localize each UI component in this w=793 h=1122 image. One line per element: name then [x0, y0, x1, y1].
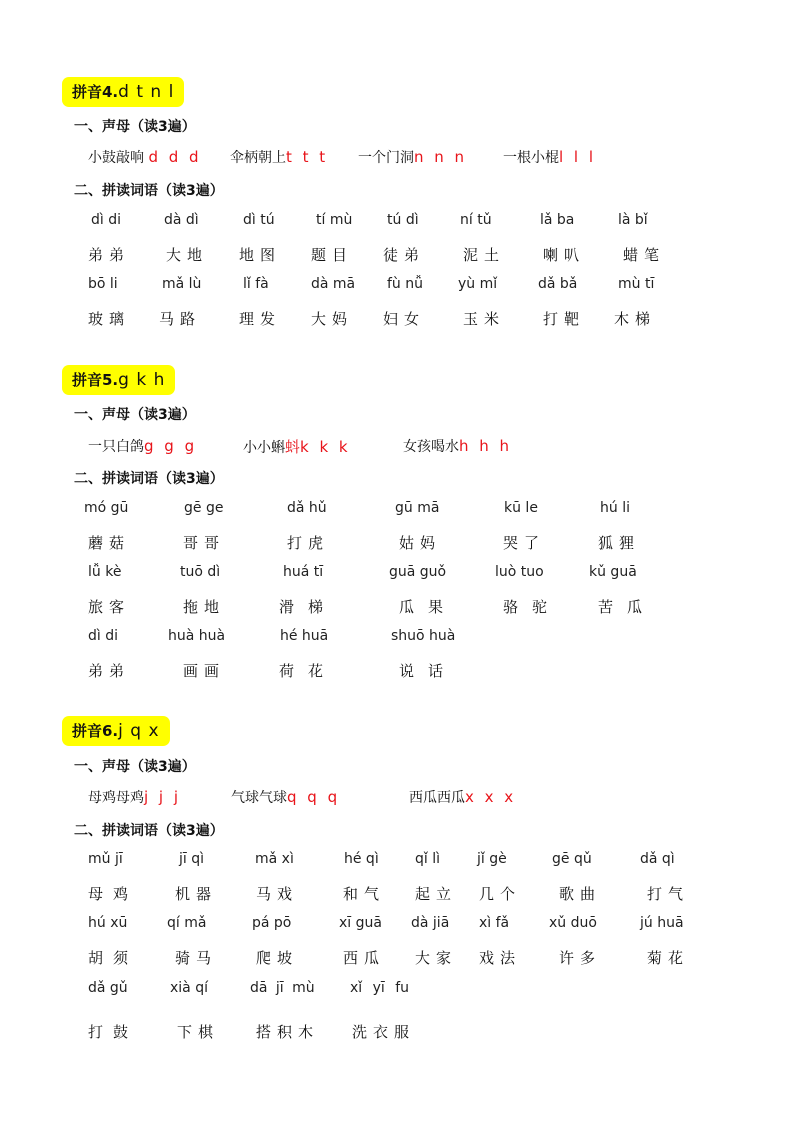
hanzi-cell: 徒弟 — [383, 246, 426, 264]
pinyin-cell: tú dì — [387, 212, 419, 228]
initial-item: 小鼓敲响 d d d — [88, 148, 202, 166]
pinyin-cell: dā jī mù — [250, 980, 315, 996]
hanzi-cell: 下棋 — [177, 1023, 220, 1041]
hanzi-cell: 歌曲 — [559, 885, 602, 903]
pinyin-cell: yù mǐ — [458, 276, 498, 292]
pinyin-cell: xì fǎ — [479, 915, 510, 931]
pinyin-cell: dì tú — [243, 212, 275, 228]
pinyin-cell: lǐ fà — [243, 276, 269, 292]
pinyin-cell: pá pō — [252, 915, 292, 931]
pinyin-cell: tuō dì — [180, 564, 221, 580]
pinyin-cell: bō li — [88, 276, 118, 292]
hanzi-cell: 木梯 — [614, 310, 657, 328]
pinyin-cell: huá tī — [283, 564, 324, 580]
section-badge — [62, 77, 184, 107]
pinyin-cell: xià qí — [170, 980, 208, 996]
hanzi-cell: 胡须 — [88, 949, 139, 967]
badge-letters: d t n l — [118, 82, 175, 102]
initial-item: 一个门洞n n n — [358, 148, 468, 166]
hanzi-cell: 许多 — [559, 949, 602, 967]
pinyin-cell: dì di — [88, 628, 119, 644]
words-heading: 二、拼读词语（读3遍） — [74, 471, 224, 487]
pinyin-cell: fù nǚ — [387, 276, 423, 292]
initial-item: 一只白鸽g g g — [88, 437, 198, 455]
pinyin-cell: dà mā — [311, 276, 356, 292]
pinyin-cell: mù tī — [618, 276, 655, 292]
pinyin-cell: kū le — [504, 500, 538, 516]
hanzi-cell: 打虎 — [287, 534, 330, 552]
hanzi-cell: 泥土 — [463, 246, 506, 264]
initials-heading: 一、声母（读3遍） — [74, 759, 196, 775]
pinyin-cell: hú li — [600, 500, 630, 516]
pinyin-cell: mǔ jī — [88, 851, 123, 867]
hanzi-cell: 玻璃 — [88, 310, 131, 328]
badge-prefix: 拼音4. — [72, 83, 119, 101]
hanzi-cell: 马戏 — [256, 885, 299, 903]
pinyin-cell: dà dì — [164, 212, 199, 228]
hanzi-cell: 爬坡 — [256, 949, 299, 967]
hanzi-cell: 菊花 — [647, 949, 690, 967]
pinyin-cell: hú xū — [88, 915, 128, 931]
section-badge — [62, 716, 170, 746]
words-heading: 二、拼读词语（读3遍） — [74, 183, 224, 199]
hanzi-cell: 地图 — [239, 246, 282, 264]
pinyin-cell: huà huà — [168, 628, 226, 644]
initial-item: 母鸡母鸡j j j — [88, 788, 182, 806]
hanzi-cell: 弟弟 — [88, 246, 131, 264]
initial-letters: g g g — [144, 437, 198, 455]
pinyin-cell: lǚ kè — [88, 564, 122, 580]
hanzi-cell: 题目 — [311, 246, 354, 264]
hanzi-cell: 骆驼 — [503, 598, 562, 616]
hanzi-cell: 瓜果 — [399, 598, 458, 616]
words-heading: 二、拼读词语（读3遍） — [74, 823, 224, 839]
badge-prefix: 拼音6. — [72, 722, 119, 740]
hanzi-cell: 喇叭 — [543, 246, 586, 264]
pinyin-cell: hé qì — [344, 851, 379, 867]
initial-letters: q q q — [287, 788, 341, 806]
hanzi-cell: 狐狸 — [598, 534, 641, 552]
pinyin-cell: là bǐ — [618, 212, 648, 228]
hanzi-cell: 搭积木 — [256, 1023, 320, 1041]
pinyin-cell: dǎ qì — [640, 851, 675, 867]
pinyin-cell: gē ge — [184, 500, 224, 516]
initials-heading: 一、声母（读3遍） — [74, 407, 196, 423]
pinyin-cell: qí mǎ — [167, 915, 207, 931]
initial-item: 西瓜西瓜x x x — [409, 788, 517, 806]
pinyin-cell: xǐ yī fu — [350, 980, 410, 996]
pinyin-cell: jú huā — [640, 915, 684, 931]
hanzi-cell: 西瓜 — [343, 949, 386, 967]
hanzi-cell: 起立 — [415, 885, 458, 903]
hanzi-cell: 机器 — [175, 885, 218, 903]
pinyin-cell: gē qǔ — [552, 851, 592, 867]
initial-letters: n n n — [414, 148, 468, 166]
initial-letters: d d d — [148, 148, 202, 166]
hanzi-cell: 几个 — [479, 885, 522, 903]
pinyin-cell: kǔ guā — [589, 564, 637, 580]
pinyin-cell: ní tǔ — [460, 212, 492, 228]
hanzi-cell: 画画 — [183, 662, 226, 680]
initial-red-char: 蚪 — [285, 438, 301, 456]
initials-heading: 一、声母（读3遍） — [74, 119, 196, 135]
pinyin-cell: shuō huà — [391, 628, 456, 644]
hanzi-cell: 滑梯 — [279, 598, 338, 616]
pinyin-cell: jǐ gè — [477, 851, 507, 867]
pinyin-cell: mǎ lù — [162, 276, 202, 292]
pinyin-cell: lǎ ba — [540, 212, 575, 228]
hanzi-cell: 哭了 — [503, 534, 546, 552]
pinyin-cell: dǎ bǎ — [538, 276, 578, 292]
initial-letters: j j j — [144, 788, 182, 806]
pinyin-cell: dì di — [91, 212, 122, 228]
badge-letters: j q x — [118, 721, 160, 741]
pinyin-cell: mó gū — [84, 500, 129, 516]
hanzi-cell: 拖地 — [183, 598, 226, 616]
pinyin-cell: tí mù — [316, 212, 353, 228]
hanzi-cell: 蜡笔 — [623, 246, 666, 264]
initial-letters: l l l — [559, 148, 597, 166]
hanzi-cell: 理发 — [239, 310, 282, 328]
pinyin-cell: dǎ hǔ — [287, 500, 327, 516]
hanzi-cell: 打靶 — [543, 310, 586, 328]
hanzi-cell: 苦瓜 — [598, 598, 657, 616]
section-badge — [62, 365, 175, 395]
hanzi-cell: 戏法 — [479, 949, 522, 967]
hanzi-cell: 大妈 — [311, 310, 354, 328]
hanzi-cell: 说话 — [399, 662, 458, 680]
pinyin-cell: gū mā — [395, 500, 440, 516]
pinyin-cell: hé huā — [280, 628, 329, 644]
initial-letters: x x x — [465, 788, 517, 806]
hanzi-cell: 马路 — [159, 310, 202, 328]
hanzi-cell: 妇女 — [383, 310, 426, 328]
pinyin-cell: qǐ lì — [415, 851, 441, 867]
badge-prefix: 拼音5. — [72, 371, 119, 389]
initial-item: 女孩喝水h h h — [403, 437, 513, 455]
pinyin-cell: dǎ gǔ — [88, 980, 128, 996]
hanzi-cell: 打鼓 — [88, 1023, 139, 1041]
hanzi-cell: 打气 — [647, 885, 690, 903]
hanzi-cell: 母鸡 — [88, 885, 139, 903]
hanzi-cell: 和气 — [343, 885, 386, 903]
initial-item: 气球气球q q q — [231, 788, 341, 806]
hanzi-cell: 大地 — [166, 246, 209, 264]
initial-item: 伞柄朝上t t t — [230, 148, 329, 166]
initial-letters: k k k — [300, 438, 351, 456]
hanzi-cell: 哥哥 — [183, 534, 226, 552]
pinyin-cell: guā guǒ — [389, 564, 447, 580]
initial-letters: h h h — [459, 437, 513, 455]
hanzi-cell: 荷花 — [279, 662, 338, 680]
pinyin-cell: xī guā — [339, 915, 382, 931]
pinyin-cell: mǎ xì — [255, 851, 294, 867]
initial-letters: t t t — [286, 148, 329, 166]
hanzi-cell: 姑妈 — [399, 534, 442, 552]
pinyin-cell: xǔ duō — [549, 915, 597, 931]
hanzi-cell: 洗衣服 — [352, 1023, 416, 1041]
initial-item: 小小蝌蚪k k k — [243, 438, 351, 456]
hanzi-cell: 玉米 — [463, 310, 506, 328]
hanzi-cell: 大家 — [415, 949, 458, 967]
pinyin-cell: jī qì — [179, 851, 205, 867]
hanzi-cell: 蘑菇 — [88, 534, 131, 552]
badge-letters: g k h — [118, 370, 166, 390]
hanzi-cell: 骑马 — [175, 949, 218, 967]
initial-item: 一根小棍l l l — [503, 148, 597, 166]
pinyin-cell: luò tuo — [495, 564, 544, 580]
pinyin-cell: dà jiā — [411, 915, 450, 931]
hanzi-cell: 弟弟 — [88, 662, 131, 680]
hanzi-cell: 旅客 — [88, 598, 131, 616]
